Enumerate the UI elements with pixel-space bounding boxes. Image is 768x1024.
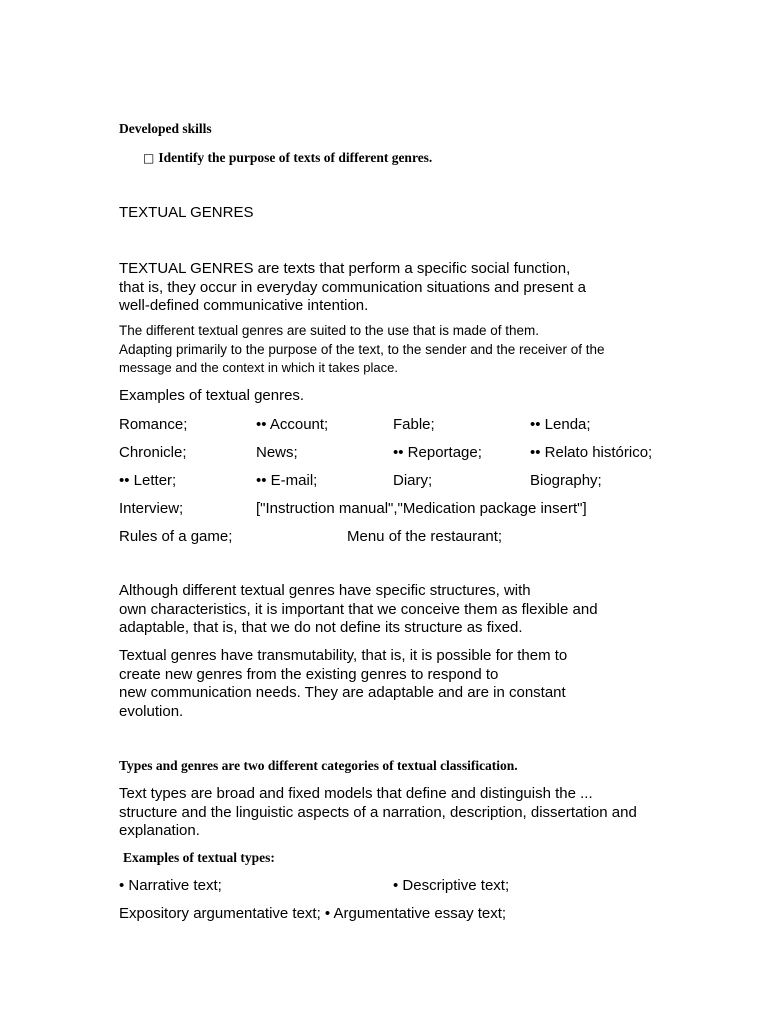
- structures-line: own characteristics, it is important that we conceive them as flexible and: [119, 600, 598, 618]
- genre-cell: •• Relato histórico;: [530, 444, 653, 461]
- genre-cell: Chronicle;: [119, 444, 187, 461]
- transmutability-paragraph: [119, 647, 567, 721]
- intro-line: TEXTUAL GENRES are texts that perform a specific social function,: [119, 260, 571, 277]
- types-examples-heading: Examples of textual types:: [123, 850, 275, 865]
- section-title: TEXTUAL GENRES: [119, 204, 254, 221]
- skill-item-text: Identify the purpose of texts of different genres.: [158, 150, 433, 165]
- genre-cell: Romance;: [119, 416, 188, 433]
- types-line: Text types are broad and fixed models that define and distinguish the ...: [119, 785, 593, 802]
- transmutability-line: Textual genres have transmutability, that is, it is possible for them to: [119, 647, 568, 664]
- checkbox-bullet-icon: □: [143, 151, 155, 165]
- genre-cell: Menu of the restaurant;: [347, 528, 503, 545]
- usage-line: message and the context in which it takes place.: [119, 360, 398, 375]
- type-cell: • Narrative text;: [119, 877, 222, 894]
- types-paragraph: [119, 785, 637, 841]
- genre-cell: Rules of a game;: [119, 528, 233, 545]
- genre-cell: ["Instruction manual","Medication package insert"]: [256, 500, 587, 517]
- genre-cell: •• Letter;: [119, 472, 177, 489]
- types-line: structure and the linguistic aspects of a narration, description, dissertation and: [119, 803, 637, 821]
- transmutability-line: evolution.: [119, 702, 184, 720]
- genre-cell: Fable;: [393, 416, 435, 433]
- usage-line: The different textual genres are suited to the use that is made of them.: [119, 323, 539, 338]
- developed-skills-heading: Developed skills: [119, 121, 212, 136]
- skill-item: [143, 150, 432, 166]
- structures-line: Although different textual genres have specific structures, with: [119, 582, 531, 599]
- intro-paragraph: [119, 260, 586, 316]
- genre-cell: •• E-mail;: [256, 472, 318, 489]
- intro-line: well-defined communicative intention.: [119, 297, 369, 314]
- genre-cell: •• Account;: [256, 416, 329, 433]
- genre-cell: News;: [256, 444, 298, 461]
- genre-cell: Diary;: [393, 472, 433, 489]
- genre-cell: Interview;: [119, 500, 184, 517]
- genre-cell: Biography;: [530, 472, 602, 489]
- usage-paragraph: [119, 322, 605, 378]
- usage-line: Adapting primarily to the purpose of the text, to the sender and the receiver of the: [119, 341, 605, 357]
- structures-line: adaptable, that is, that we do not define its structure as fixed.: [119, 619, 523, 636]
- transmutability-line: new communication needs. They are adaptable and are in constant: [119, 684, 566, 701]
- examples-heading: Examples of textual genres.: [119, 387, 305, 404]
- type-cell: Expository argumentative text; • Argumentative essay text;: [119, 905, 507, 922]
- types-line: explanation.: [119, 822, 200, 839]
- structures-paragraph: [119, 582, 598, 638]
- type-cell: • Descriptive text;: [393, 877, 510, 894]
- transmutability-line: create new genres from the existing genres to respond to: [119, 665, 499, 683]
- genre-cell: •• Lenda;: [530, 416, 591, 433]
- types-heading: Types and genres are two different categories of textual classification.: [119, 758, 518, 773]
- genre-cell: •• Reportage;: [393, 444, 482, 461]
- intro-line: that is, they occur in everyday communication situations and present a: [119, 278, 586, 296]
